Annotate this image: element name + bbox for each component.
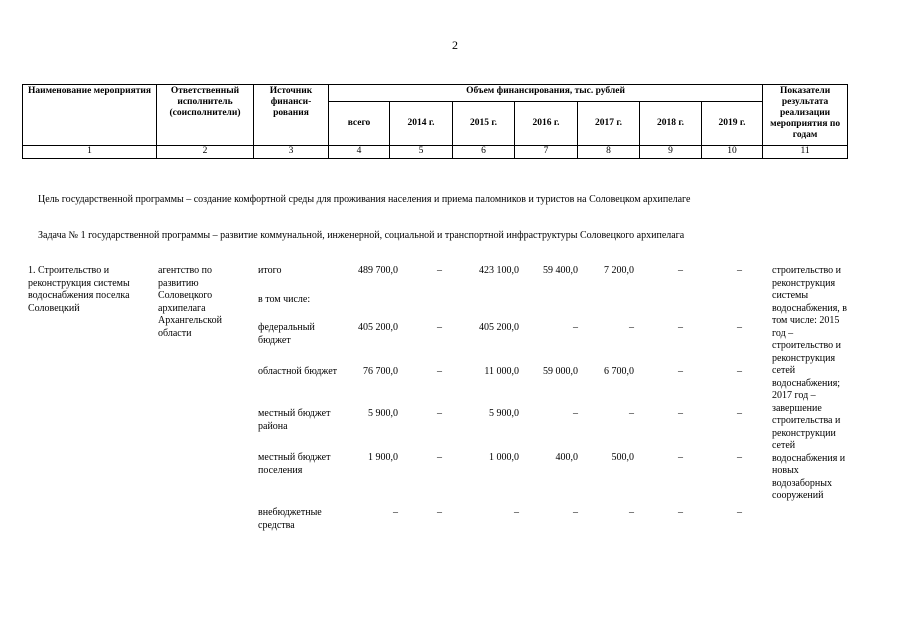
funding-value: – bbox=[737, 507, 742, 518]
measure-name: 1. Строительство и реконструкция системы водоснабжения поселка Соловецкий bbox=[28, 265, 130, 314]
funding-value: 489 700,0 bbox=[358, 265, 398, 276]
measure-executor: агентство по развитию Соловецкого архипелага Архангельской области bbox=[158, 265, 222, 339]
header-col-name: Наименование мероприятия bbox=[23, 85, 157, 146]
header-year-2015: 2015 г. bbox=[453, 102, 515, 146]
funding-value: 6 700,0 bbox=[604, 366, 634, 377]
funding-value: 1 900,0 bbox=[368, 452, 398, 463]
column-number: 5 bbox=[390, 146, 453, 159]
funding-value: 7 200,0 bbox=[604, 265, 634, 276]
funding-value: 5 900,0 bbox=[368, 408, 398, 419]
column-number: 2 bbox=[157, 146, 254, 159]
funding-value: – bbox=[573, 322, 578, 333]
funding-value: – bbox=[737, 265, 742, 276]
funding-value: 1 000,0 bbox=[489, 452, 519, 463]
funding-value: – bbox=[678, 507, 683, 518]
measure-indicator: строительство и реконструкция системы водоснабжения, в том числе: 2015 год – строительство и реконструкция сетей водоснабжения; 2017 год – завершение строительства и реконструкции сетей водоснабжения и новых водозаборных сооружений bbox=[772, 265, 848, 501]
funding-source: федеральный бюджет bbox=[258, 322, 315, 346]
program-task: Задача № 1 государственной программы – развитие коммунальной, инженерной, социальной и транспортной инфраструктуры Соловецкого архипелага bbox=[38, 230, 685, 241]
column-number: 7 bbox=[515, 146, 578, 159]
header-funding-group: Объем финансирования, тыс. рублей bbox=[329, 85, 763, 102]
funding-value: – bbox=[737, 322, 742, 333]
funding-value: 405 200,0 bbox=[358, 322, 398, 333]
header-year-2014: 2014 г. bbox=[390, 102, 453, 146]
column-number: 4 bbox=[329, 146, 390, 159]
page-number: 2 bbox=[452, 38, 458, 52]
funding-value: – bbox=[678, 408, 683, 419]
funding-source: местный бюджет района bbox=[258, 408, 331, 432]
funding-value: 11 000,0 bbox=[484, 366, 519, 377]
funding-source: внебюджетные средства bbox=[258, 507, 322, 531]
funding-source: областной бюджет bbox=[258, 366, 338, 377]
funding-value: – bbox=[573, 408, 578, 419]
funding-value: – bbox=[437, 507, 442, 518]
funding-value: 76 700,0 bbox=[363, 366, 398, 377]
program-goal: Цель государственной программы – создание комфортной среды для проживания населения и приема паломников и туристов на Соловецком архипелаге bbox=[38, 194, 691, 205]
funding-value: 500,0 bbox=[611, 452, 634, 463]
funding-source: итого bbox=[258, 265, 282, 276]
funding-value: 59 000,0 bbox=[543, 366, 578, 377]
column-number: 11 bbox=[763, 146, 848, 159]
header-year-total: всего bbox=[329, 102, 390, 146]
header-col-source: Источник финанси- рования bbox=[254, 85, 329, 146]
funding-value: – bbox=[629, 322, 634, 333]
column-number: 8 bbox=[578, 146, 640, 159]
funding-value: – bbox=[629, 507, 634, 518]
funding-value: – bbox=[514, 507, 519, 518]
column-number: 9 bbox=[640, 146, 702, 159]
funding-value: 400,0 bbox=[555, 452, 578, 463]
funding-value: – bbox=[437, 452, 442, 463]
funding-value: – bbox=[437, 265, 442, 276]
funding-value: 5 900,0 bbox=[489, 408, 519, 419]
funding-value: – bbox=[437, 366, 442, 377]
funding-source: в том числе: bbox=[258, 294, 311, 305]
funding-value: 405 200,0 bbox=[479, 322, 519, 333]
funding-value: – bbox=[678, 452, 683, 463]
header-col-executor: Ответственный исполнитель (соисполнители) bbox=[157, 85, 254, 146]
header-year-2017: 2017 г. bbox=[578, 102, 640, 146]
column-number: 10 bbox=[702, 146, 763, 159]
funding-source: местный бюджет поселения bbox=[258, 452, 331, 476]
header-year-2019: 2019 г. bbox=[702, 102, 763, 146]
funding-value: – bbox=[629, 408, 634, 419]
funding-value: – bbox=[393, 507, 398, 518]
funding-value: – bbox=[737, 366, 742, 377]
funding-value: – bbox=[678, 265, 683, 276]
funding-value: – bbox=[437, 322, 442, 333]
header-col-indicator: Показатели результата реализации мероприятия по годам bbox=[763, 85, 848, 146]
header-year-2016: 2016 г. bbox=[515, 102, 578, 146]
funding-value: – bbox=[737, 452, 742, 463]
column-number: 6 bbox=[453, 146, 515, 159]
header-year-2018: 2018 г. bbox=[640, 102, 702, 146]
funding-value: – bbox=[678, 322, 683, 333]
table-header bbox=[22, 84, 848, 159]
funding-value: – bbox=[573, 507, 578, 518]
funding-value: 423 100,0 bbox=[479, 265, 519, 276]
column-number: 3 bbox=[254, 146, 329, 159]
funding-value: – bbox=[437, 408, 442, 419]
column-number: 1 bbox=[23, 146, 157, 159]
funding-value: – bbox=[678, 366, 683, 377]
funding-value: 59 400,0 bbox=[543, 265, 578, 276]
funding-value: – bbox=[737, 408, 742, 419]
